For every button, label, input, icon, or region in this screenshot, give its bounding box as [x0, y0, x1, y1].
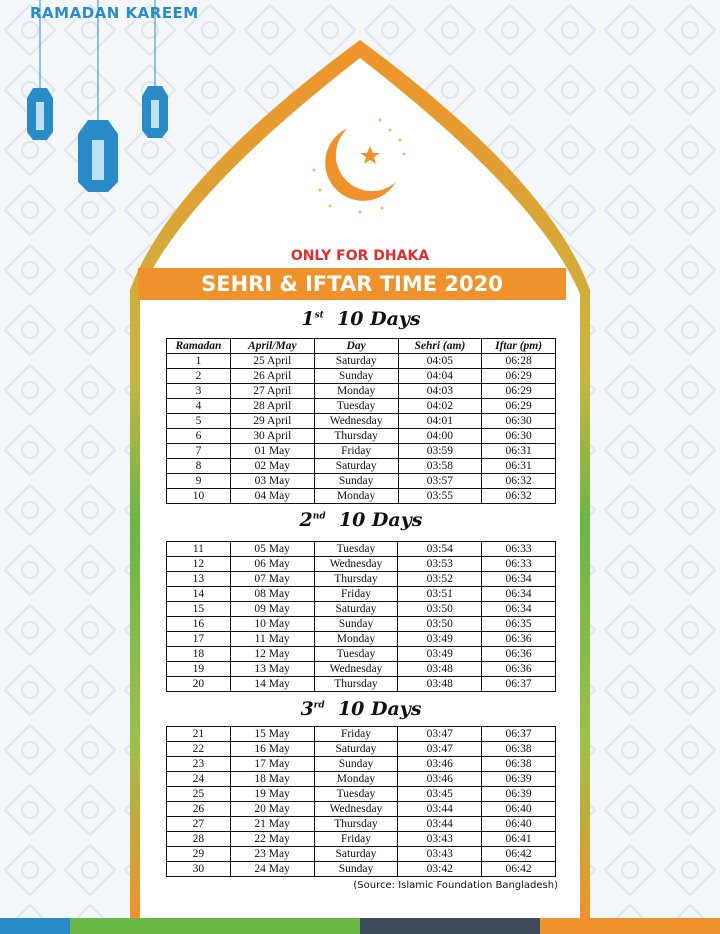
date-cell: 14 May	[230, 677, 314, 692]
sehri-time-cell: 03:58	[398, 459, 482, 474]
ramadan-day-cell: 12	[167, 557, 231, 572]
ramadan-day-cell: 4	[167, 399, 231, 414]
weekday-cell: Thursday	[314, 817, 398, 832]
date-cell: 25 April	[230, 354, 314, 369]
ramadan-day-cell: 2	[167, 369, 231, 384]
sehri-time-cell: 03:47	[398, 742, 482, 757]
date-cell: 21 May	[230, 817, 314, 832]
weekday-cell: Monday	[314, 632, 398, 647]
table-row	[167, 459, 556, 474]
iftar-time-cell: 06:32	[482, 489, 556, 504]
ramadan-day-cell: 18	[167, 647, 231, 662]
sehri-time-cell: 03:59	[398, 444, 482, 459]
weekday-cell: Friday	[314, 832, 398, 847]
iftar-time-cell: 06:29	[482, 384, 556, 399]
table-row	[167, 384, 556, 399]
iftar-time-cell: 06:42	[482, 847, 556, 862]
iftar-time-cell: 06:38	[482, 742, 556, 757]
iftar-time-cell: 06:37	[482, 727, 556, 742]
date-cell: 04 May	[230, 489, 314, 504]
table-row	[167, 399, 556, 414]
sehri-time-cell: 03:55	[398, 489, 482, 504]
ramadan-day-cell: 26	[167, 802, 231, 817]
date-cell: 16 May	[230, 742, 314, 757]
date-cell: 06 May	[230, 557, 314, 572]
date-cell: 01 May	[230, 444, 314, 459]
iftar-time-cell: 06:34	[482, 602, 556, 617]
table-row	[167, 429, 556, 444]
weekday-cell: Thursday	[314, 429, 398, 444]
date-cell: 18 May	[230, 772, 314, 787]
ramadan-day-cell: 1	[167, 354, 231, 369]
brand-title: RAMADAN KAREEM	[30, 4, 199, 22]
ramadan-day-cell: 6	[167, 429, 231, 444]
ramadan-day-cell: 13	[167, 572, 231, 587]
ramadan-day-cell: 19	[167, 662, 231, 677]
date-cell: 19 May	[230, 787, 314, 802]
table-row	[167, 647, 556, 662]
sehri-time-cell: 03:50	[398, 617, 482, 632]
date-cell: 23 May	[230, 847, 314, 862]
table-row	[167, 557, 556, 572]
weekday-cell: Tuesday	[314, 542, 398, 557]
table-row	[167, 542, 556, 557]
date-cell: 05 May	[230, 542, 314, 557]
weekday-cell: Saturday	[314, 354, 398, 369]
date-cell: 07 May	[230, 572, 314, 587]
table-row	[167, 832, 556, 847]
ramadan-day-cell: 23	[167, 757, 231, 772]
ramadan-day-cell: 16	[167, 617, 231, 632]
weekday-cell: Saturday	[314, 459, 398, 474]
sehri-time-cell: 03:53	[398, 557, 482, 572]
ramadan-day-cell: 3	[167, 384, 231, 399]
iftar-time-cell: 06:40	[482, 802, 556, 817]
sehri-time-cell: 03:51	[398, 587, 482, 602]
iftar-time-cell: 06:32	[482, 474, 556, 489]
iftar-time-cell: 06:31	[482, 444, 556, 459]
weekday-cell: Thursday	[314, 677, 398, 692]
iftar-time-cell: 06:36	[482, 647, 556, 662]
iftar-time-cell: 06:41	[482, 832, 556, 847]
iftar-time-cell: 06:33	[482, 557, 556, 572]
sehri-time-cell: 04:04	[398, 369, 482, 384]
header-sehri: Sehri (am)	[398, 339, 482, 354]
table-row	[167, 632, 556, 647]
iftar-time-cell: 06:35	[482, 617, 556, 632]
iftar-time-cell: 06:34	[482, 587, 556, 602]
ramadan-day-cell: 24	[167, 772, 231, 787]
header-day: Day	[314, 339, 398, 354]
weekday-cell: Sunday	[314, 862, 398, 877]
sehri-time-cell: 03:50	[398, 602, 482, 617]
iftar-time-cell: 06:29	[482, 369, 556, 384]
header-iftar: Iftar (pm)	[482, 339, 556, 354]
table-row	[167, 474, 556, 489]
ramadan-day-cell: 11	[167, 542, 231, 557]
table-row	[167, 862, 556, 877]
weekday-cell: Wednesday	[314, 802, 398, 817]
table-row	[167, 742, 556, 757]
table-row	[167, 787, 556, 802]
table-row	[167, 369, 556, 384]
weekday-cell: Monday	[314, 772, 398, 787]
iftar-time-cell: 06:40	[482, 817, 556, 832]
sehri-time-cell: 04:02	[398, 399, 482, 414]
section-title-3: 3rd 10 Days	[300, 698, 422, 720]
ramadan-day-cell: 8	[167, 459, 231, 474]
date-cell: 08 May	[230, 587, 314, 602]
date-cell: 20 May	[230, 802, 314, 817]
ramadan-day-cell: 10	[167, 489, 231, 504]
table-row	[167, 847, 556, 862]
weekday-cell: Saturday	[314, 847, 398, 862]
date-cell: 11 May	[230, 632, 314, 647]
table-row	[167, 572, 556, 587]
date-cell: 10 May	[230, 617, 314, 632]
sehri-time-cell: 03:47	[398, 727, 482, 742]
iftar-time-cell: 06:29	[482, 399, 556, 414]
table-row	[167, 727, 556, 742]
ramadan-day-cell: 9	[167, 474, 231, 489]
sehri-time-cell: 04:05	[398, 354, 482, 369]
table-row	[167, 677, 556, 692]
weekday-cell: Saturday	[314, 742, 398, 757]
sehri-time-cell: 03:49	[398, 647, 482, 662]
iftar-time-cell: 06:31	[482, 459, 556, 474]
date-cell: 15 May	[230, 727, 314, 742]
section-title-2: 2nd 10 Days	[299, 509, 423, 531]
date-cell: 29 April	[230, 414, 314, 429]
sehri-time-cell: 03:54	[398, 542, 482, 557]
weekday-cell: Monday	[314, 384, 398, 399]
weekday-cell: Sunday	[314, 757, 398, 772]
date-cell: 17 May	[230, 757, 314, 772]
iftar-time-cell: 06:38	[482, 757, 556, 772]
ramadan-day-cell: 5	[167, 414, 231, 429]
iftar-time-cell: 06:36	[482, 632, 556, 647]
ramadan-day-cell: 21	[167, 727, 231, 742]
date-cell: 27 April	[230, 384, 314, 399]
date-cell: 12 May	[230, 647, 314, 662]
weekday-cell: Friday	[314, 587, 398, 602]
weekday-cell: Wednesday	[314, 662, 398, 677]
sehri-time-cell: 03:48	[398, 677, 482, 692]
sehri-time-cell: 03:43	[398, 847, 482, 862]
ramadan-day-cell: 25	[167, 787, 231, 802]
iftar-time-cell: 06:33	[482, 542, 556, 557]
sehri-time-cell: 03:48	[398, 662, 482, 677]
crescent-moon-icon	[300, 110, 420, 220]
weekday-cell: Friday	[314, 727, 398, 742]
sehri-time-cell: 04:00	[398, 429, 482, 444]
sehri-time-cell: 03:46	[398, 772, 482, 787]
ramadan-day-cell: 30	[167, 862, 231, 877]
date-cell: 13 May	[230, 662, 314, 677]
weekday-cell: Friday	[314, 444, 398, 459]
weekday-cell: Sunday	[314, 474, 398, 489]
date-cell: 22 May	[230, 832, 314, 847]
iftar-time-cell: 06:39	[482, 787, 556, 802]
ramadan-day-cell: 28	[167, 832, 231, 847]
weekday-cell: Thursday	[314, 572, 398, 587]
iftar-time-cell: 06:28	[482, 354, 556, 369]
weekday-cell: Wednesday	[314, 414, 398, 429]
table-row	[167, 757, 556, 772]
ramadan-day-cell: 15	[167, 602, 231, 617]
table-row	[167, 444, 556, 459]
table-row	[167, 587, 556, 602]
table-row	[167, 662, 556, 677]
iftar-time-cell: 06:37	[482, 677, 556, 692]
sehri-time-cell: 03:52	[398, 572, 482, 587]
table-row	[167, 489, 556, 504]
schedule-table-2	[166, 541, 556, 692]
table-row	[167, 772, 556, 787]
date-cell: 26 April	[230, 369, 314, 384]
table-row	[167, 617, 556, 632]
sehri-time-cell: 03:44	[398, 802, 482, 817]
date-cell: 30 April	[230, 429, 314, 444]
ramadan-day-cell: 27	[167, 817, 231, 832]
table-row	[167, 602, 556, 617]
sehri-time-cell: 03:42	[398, 862, 482, 877]
iftar-time-cell: 06:39	[482, 772, 556, 787]
weekday-cell: Tuesday	[314, 399, 398, 414]
sehri-time-cell: 03:43	[398, 832, 482, 847]
weekday-cell: Wednesday	[314, 557, 398, 572]
ramadan-day-cell: 20	[167, 677, 231, 692]
iftar-time-cell: 06:42	[482, 862, 556, 877]
weekday-cell: Tuesday	[314, 647, 398, 662]
iftar-time-cell: 06:30	[482, 429, 556, 444]
ramadan-day-cell: 17	[167, 632, 231, 647]
ramadan-day-cell: 22	[167, 742, 231, 757]
sehri-time-cell: 04:01	[398, 414, 482, 429]
weekday-cell: Monday	[314, 489, 398, 504]
weekday-cell: Sunday	[314, 369, 398, 384]
date-cell: 28 April	[230, 399, 314, 414]
sehri-time-cell: 03:57	[398, 474, 482, 489]
sehri-time-cell: 03:46	[398, 757, 482, 772]
table-row	[167, 802, 556, 817]
source-note: (Source: Islamic Foundation Bangladesh)	[353, 880, 558, 891]
date-cell: 03 May	[230, 474, 314, 489]
sehri-time-cell: 03:45	[398, 787, 482, 802]
ramadan-day-cell: 29	[167, 847, 231, 862]
schedule-table-3	[166, 726, 556, 877]
sehri-time-cell: 03:44	[398, 817, 482, 832]
header-ramadan: Ramadan	[167, 339, 231, 354]
header-date: April/May	[230, 339, 314, 354]
bottom-color-bar	[0, 918, 720, 934]
ramadan-day-cell: 14	[167, 587, 231, 602]
iftar-time-cell: 06:36	[482, 662, 556, 677]
page-title: SEHRI & IFTAR TIME 2020	[138, 268, 566, 300]
ramadan-day-cell: 7	[167, 444, 231, 459]
subtitle: ONLY FOR DHAKA	[290, 248, 430, 264]
table-row	[167, 817, 556, 832]
sehri-time-cell: 04:03	[398, 384, 482, 399]
date-cell: 24 May	[230, 862, 314, 877]
weekday-cell: Tuesday	[314, 787, 398, 802]
table-row	[167, 354, 556, 369]
sehri-time-cell: 03:49	[398, 632, 482, 647]
schedule-table-1	[166, 338, 556, 504]
section-title-1: 1st 10 Days	[301, 308, 421, 330]
date-cell: 02 May	[230, 459, 314, 474]
iftar-time-cell: 06:30	[482, 414, 556, 429]
table-row	[167, 414, 556, 429]
date-cell: 09 May	[230, 602, 314, 617]
weekday-cell: Saturday	[314, 602, 398, 617]
weekday-cell: Sunday	[314, 617, 398, 632]
iftar-time-cell: 06:34	[482, 572, 556, 587]
